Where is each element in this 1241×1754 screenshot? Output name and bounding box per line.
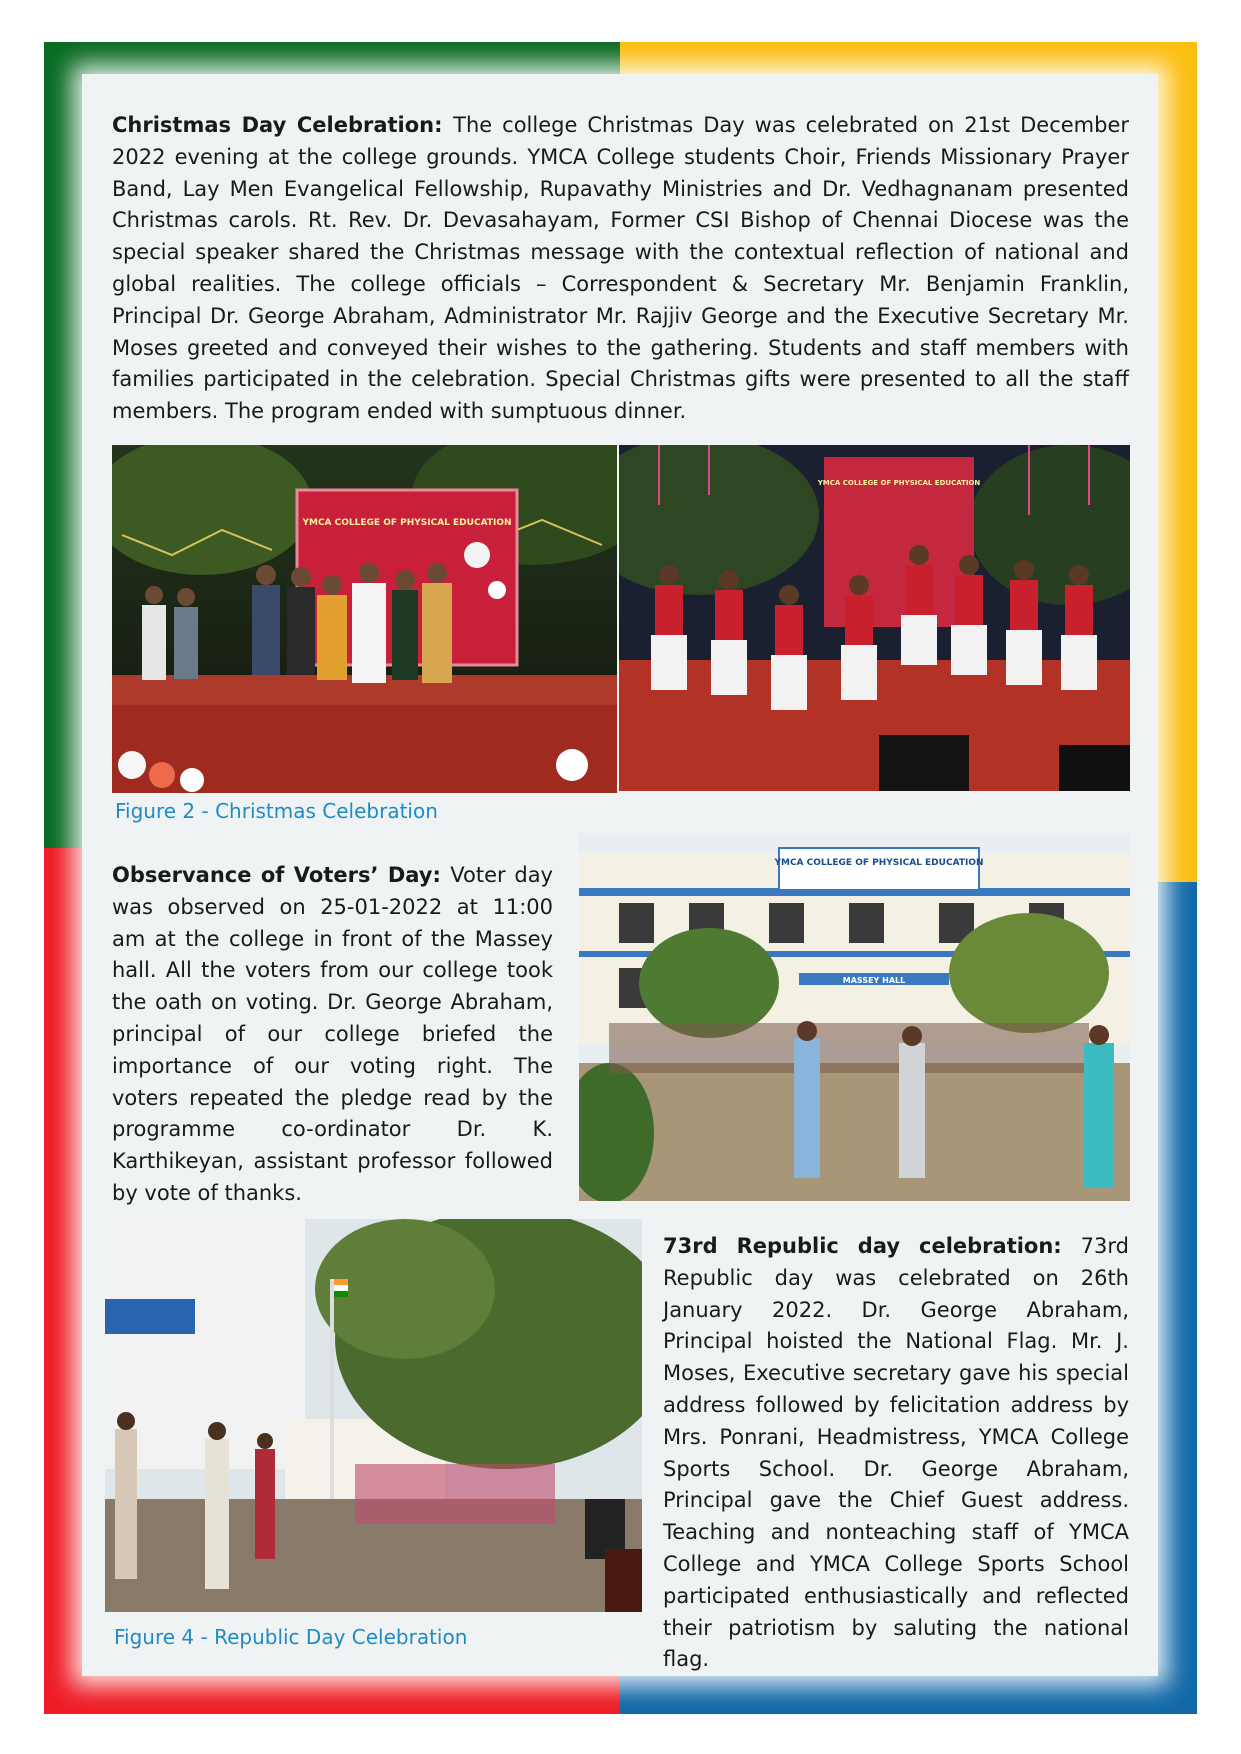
christmas-caption: Figure 2 - Christmas Celebration xyxy=(115,799,438,823)
christmas-paragraph xyxy=(112,110,1129,428)
dance-banner-text: YMCA COLLEGE OF PHYSICAL EDUCATION xyxy=(817,479,981,487)
republic-paragraph xyxy=(663,1231,1129,1676)
voters-heading: Observance of Voters’ Day: xyxy=(112,863,451,887)
christmas-photo-dance xyxy=(619,445,1130,791)
voters-day-photo xyxy=(579,833,1130,1201)
republic-heading: 73rd Republic day celebration: xyxy=(663,1234,1081,1258)
massey-hall-sign: MASSEY HALL xyxy=(842,976,906,985)
building-sign-text: YMCA COLLEGE OF PHYSICAL EDUCATION xyxy=(774,858,984,868)
christmas-banner-text: YMCA COLLEGE OF PHYSICAL EDUCATION xyxy=(302,518,512,528)
republic-caption: Figure 4 - Republic Day Celebration xyxy=(114,1625,468,1649)
republic-body: 73rd Republic day was celebrated on 26th January 2022. Dr. George Abraham, Principal hoisted the National Flag. Mr. J. Moses, Executive secretary gave his special address followed by felicitation address by Mrs. Ponrani, Headmistress, YMCA College Sports School. Dr. George Abraham, Principal gave the Chief Guest address. Teaching and nonteaching staff of YMCA College and YMCA College Sports School participated enthusiastically and reflected their patriotism by saluting the national flag. xyxy=(663,1234,1129,1672)
christmas-heading: Christmas Day Celebration: xyxy=(112,113,454,137)
voters-paragraph xyxy=(112,860,553,1210)
christmas-photo-award xyxy=(112,445,617,793)
christmas-body: The college Christmas Day was celebrated on 21st December 2022 evening at the college grounds. YMCA College students Choir, Friends Missionary Prayer Band, Lay Men Evangelical Fellowship, Rupavathy Ministries and Dr. Vedhagnanam presented Christmas carols. Rt. Rev. Dr. Devasahayam, Former CSI Bishop of Chennai Diocese was the special speaker shared the Christmas message with the contextual reflection of national and global realities. The college officials – Correspondent & Secretary Mr. Benjamin Franklin, Principal Dr. George Abraham, Administrator Mr. Rajjiv George and the Executive Secretary Mr. Moses greeted and conveyed their wishes to the gathering. Students and staff members with families participated in the celebration. Special Christmas gifts were presented to all the staff members. The program ended with sumptuous dinner. xyxy=(112,113,1129,424)
republic-day-photo xyxy=(105,1219,642,1612)
voters-body: Voter day was observed on 25-01-2022 at 11:00 am at the college in front of the Massey hall. All the voters from our college took the oath on voting. Dr. George Abraham, principal of our college briefed the importance of our voting right. The voters repeated the pledge read by the programme co-ordinator Dr. K. Karthikeyan, assistant professor followed by vote of thanks. xyxy=(112,863,553,1205)
